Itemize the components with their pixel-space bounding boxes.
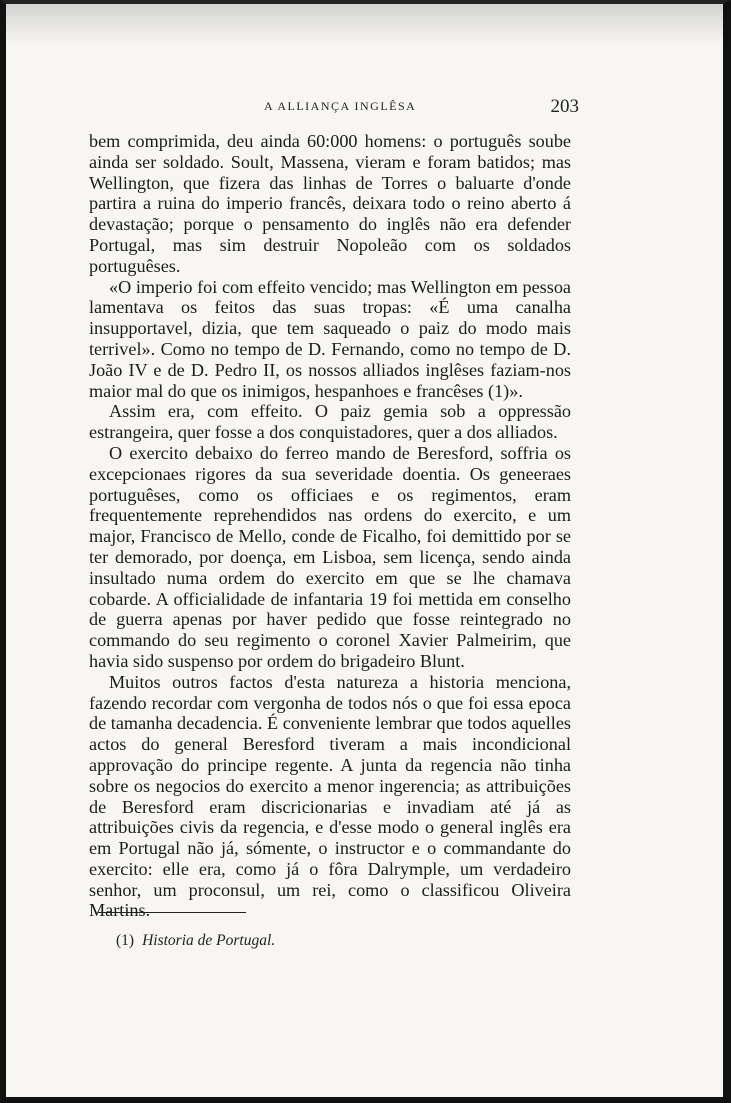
paragraph: Muitos outros factos d'esta natureza a historia menciona, fazendo recordar com vergonha de todos nós o que foi essa epoca de tamanha decadencia. É conveniente lembrar que todos aquelles actos do general Beresford tiveram a mais incondicional approvação do principe regente. A junta da regencia não tinha sobre os negocios do exercito a menor ingerencia; as attribuições de Beresford eram discricionarias e invadiam até já as attribuições civis da regencia, e d'esse modo o general inglês era em Portugal não já, sómente, o instructor e o commandante do exercito: elle era, como já o fôra Dalrymple, um verdadeiro senhor, um proconsul, um rei, como o classificou Oliveira Martins.: [89, 671, 571, 921]
paragraph: Assim era, com effeito. O paiz gemia sob a oppressão estrangeira, quer fosse a dos conquistadores, quer a dos alliados.: [89, 401, 571, 443]
body-text: [89, 131, 571, 921]
page-header: [89, 96, 579, 119]
footnote-divider: [98, 912, 246, 913]
paragraph: bem comprimida, deu ainda 60:000 homens: o português soube ainda ser soldado. Soult, Massena, vieram e foram batidos; mas Wellington, que fizera das linhas de Torres o baluarte d'onde partira a ruina do imperio francês, deixara todo o reino aberto á devastação; porque o pensamento do inglês não era defender Portugal, mas sim destruir Nopoleão com os soldados portuguêses.: [89, 131, 571, 276]
paragraph: «O imperio foi com effeito vencido; mas Wellington em pessoa lamentava os feitos das suas tropas: «É uma canalha insupportavel, dizia, que tem saqueado o paiz do modo mais terrivel». Como no tempo de D. Fernando, como no tempo de D. João IV e de D. Pedro II, os nossos alliados inglêses faziam-nos maior mal do que os inimigos, hespanhoes e francêses (1)».: [89, 276, 571, 401]
running-title: A ALLIANÇA INGLÊSA: [264, 99, 417, 113]
paragraph: O exercito debaixo do ferreo mando de Beresford, soffria os excepcionaes rigores da sua severidade doentia. Os geneeraes portuguêses, como os officiaes e os regimentos, eram frequentemente reprehendidos nas ordens do exercito, e um major, Francisco de Mello, conde de Ficalho, foi demittido por se ter demorado, por doença, em Lisboa, sem licença, sendo ainda insultado numa ordem do exercito em que se lhe chamava cobarde. A officialidade de infantaria 19 foi mettida em conselho de guerra apenas por haver pedido que fosse reintegrado no commando do seu regimento o coronel Xavier Palmeirim, que havia sido suspenso por ordem do brigadeiro Blunt.: [89, 442, 571, 671]
page-number: 203: [550, 96, 579, 117]
footnote-marker: (1): [116, 932, 135, 949]
footnote-text: Historia de Portugal.: [142, 932, 276, 949]
scan-shadow: [6, 4, 723, 44]
footnote: [116, 932, 275, 950]
